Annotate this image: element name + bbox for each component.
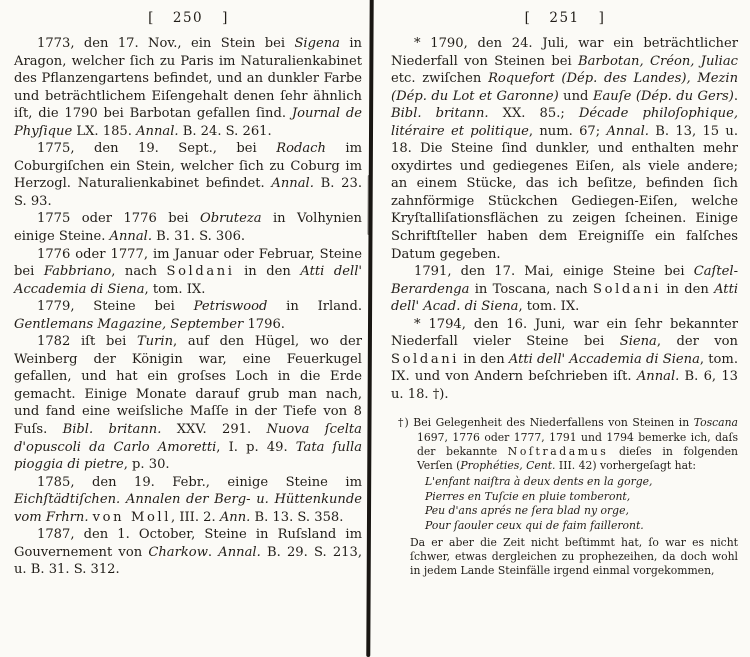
left-page bbox=[14, 10, 362, 579]
text-segment: Bibl. britann. bbox=[391, 106, 489, 122]
text-segment: †) Bei Gelegenheit des Niederfallens von Steinen in bbox=[398, 416, 694, 430]
text-segment: 1787, den 1. October, Steine in Ruſsland im Gouvernement von bbox=[14, 527, 362, 560]
entry-1775-obruteza bbox=[14, 210, 362, 245]
text-segment: Rodach bbox=[276, 141, 326, 157]
nostradamus-verse bbox=[425, 475, 738, 533]
text-segment: Ann. bbox=[219, 509, 251, 525]
text-segment: Annal. bbox=[136, 123, 179, 139]
text-segment: Noſtradamus bbox=[507, 444, 609, 458]
text-segment: in den bbox=[459, 351, 509, 367]
text-segment: in Irland. bbox=[267, 299, 363, 315]
text-segment: Atti dell' Accademia di Siena bbox=[14, 264, 362, 297]
text-segment: Fabbriano bbox=[43, 264, 112, 280]
entry-1782-turin bbox=[14, 333, 362, 473]
entry-1779-petriswood bbox=[14, 298, 362, 333]
text-segment: B. 29. S. 213, u. B. 31. S. 312. bbox=[14, 544, 363, 578]
text-segment: Annal. bbox=[218, 544, 261, 560]
text-segment: , I. p. 49. bbox=[216, 439, 296, 455]
text-segment: B. 13, 15 u. 18. Die Steine ſind dunkler, und enthalten mehr oxydirtes und gediegenes Eiſen, als viele andere; an einem Stücke, das ich beſitze, befinden ſich zahnförmige Stückchen Gediegen-Eiſen, welche Kryſtalliſationsflächen zu zeigen ſcheinen. Einige Schriftſteller haben dem Ereigniſſe ein falſches Datum gegeben. bbox=[391, 123, 738, 262]
text-segment: Décade philoſophique, litéraire et politique bbox=[391, 106, 738, 139]
text-segment: 1775, den 19. Sept., bei bbox=[37, 141, 277, 157]
text-segment: Roquefort (Dép. des Landes), Mezin (Dép. du Lot et Garonne) bbox=[391, 71, 739, 104]
text-segment: in den bbox=[661, 281, 715, 297]
text-segment: , der von bbox=[656, 334, 738, 350]
text-segment: Annal. bbox=[606, 123, 649, 139]
text-segment: Prophéties, Cent. bbox=[460, 459, 556, 473]
text-segment: 1697, 1776 oder 1777, 1791 und 1794 bemerke ich, daſs der bekannte bbox=[417, 430, 738, 458]
text-segment: Atti dell' Acad. di Siena bbox=[391, 281, 739, 315]
text-segment: im Coburgiſchen ein Stein, welcher ſich zu Coburg im Herzogl. Naturalienkabinet befindet. bbox=[14, 141, 362, 192]
verse-line-2: Pierres en Tuſcie en pluie tomberont, bbox=[425, 489, 631, 503]
entry-1794-siena bbox=[391, 316, 738, 404]
text-segment: Charkow bbox=[148, 544, 208, 560]
text-segment: etc. zwiſchen bbox=[391, 71, 489, 87]
text-segment: Atti dell' Accademia di Siena bbox=[508, 351, 700, 367]
text-segment: in Aragon, welcher ſich zu Paris im Naturalienkabinet des Pflanzengartens befindet, und an dunkler Farbe und beträchtlichem Eiſengehalt denen ſehr ähnlich iſt, die 1790 bei Barbotan gefallen ſind. bbox=[14, 36, 362, 122]
text-segment: Petriswood bbox=[193, 299, 268, 315]
text-segment: , III. 2. bbox=[171, 509, 220, 525]
text-segment: 1791, den 17. Mai, einige Steine bei bbox=[414, 264, 694, 280]
text-segment: B. 31. S. 306. bbox=[152, 229, 246, 245]
entry-1775-rodach bbox=[14, 140, 362, 210]
text-segment: 1796. bbox=[243, 316, 285, 332]
text-segment: Tata ſulla pioggia di pietre bbox=[14, 439, 363, 473]
text-segment: . bbox=[207, 544, 219, 560]
page-number-251: 251 bbox=[549, 10, 580, 26]
text-segment: Soldani bbox=[391, 351, 460, 367]
text-segment: Soldani bbox=[593, 281, 662, 297]
text-segment: 1776 oder 1777, im Januar oder Februar, Steine bei bbox=[14, 246, 362, 280]
text-segment: 1779, Steine bei bbox=[37, 299, 194, 315]
page-gutter-line bbox=[366, 0, 373, 657]
text-segment: , p. 30. bbox=[123, 457, 170, 473]
text-segment: Turin bbox=[136, 334, 173, 350]
text-segment: III. 42) vorhergeſagt hat: bbox=[555, 459, 697, 473]
text-segment: Annal. bbox=[271, 176, 314, 192]
text-segment: B. 24. S. 261. bbox=[178, 123, 272, 139]
text-segment: Nuova ſcelta d'opuscoli da Carlo Amoretti bbox=[14, 422, 362, 455]
verse-line-1: L'enfant naiſtra à deux dents en la gorge, bbox=[425, 475, 653, 489]
text-segment: Bibl. britann. bbox=[62, 422, 162, 438]
text-segment: , nach bbox=[111, 264, 167, 280]
footnote-intro bbox=[398, 416, 738, 473]
text-segment: Journal de Phyſique bbox=[14, 106, 363, 139]
text-segment: * 1794, den 16. Juni, war ein ſehr bekannter Niederfall vieler Steine bei bbox=[391, 316, 738, 350]
text-segment: 1782 iſt bei bbox=[37, 334, 137, 350]
text-segment: Barbotan, Créon, Juliac bbox=[577, 53, 738, 69]
verse-line-4: Pour ſaouler ceux qui de faim failleront. bbox=[425, 519, 644, 533]
page-number-250: 250 bbox=[172, 10, 204, 26]
verse-line-3: Peu d'ans aprés ne ſera blad ny orge, bbox=[425, 504, 629, 518]
text-segment: Annal. bbox=[109, 229, 153, 245]
page-header-250 bbox=[14, 10, 362, 26]
text-segment: Eauſe (Dép. du Gers) bbox=[592, 88, 734, 104]
text-segment: , tom. IX. bbox=[518, 299, 580, 315]
text-segment: , tom. IX. und von Andern beſchrieben iſt. bbox=[391, 351, 738, 385]
bracket-close: ] bbox=[222, 10, 228, 26]
text-segment: LX. 185. bbox=[72, 123, 137, 139]
text-segment: XXV. 291. bbox=[161, 422, 267, 438]
text-segment: , auf den Hügel, wo der Weinberg der Königin war, eine Feuerkugel gefallen, und hat ein groſses Loch in die Erde gemacht. Einige Monate darauf grub man nach, und fand eine weiſsliche Maſſe in der Tiefe von 8 Fuſs. bbox=[14, 334, 362, 438]
text-segment: Gentlemans Magazine, September bbox=[14, 316, 244, 332]
text-segment: 1775 oder 1776 bei bbox=[37, 211, 200, 227]
footnote-nostradamus bbox=[391, 416, 738, 578]
text-segment: B. 23. S. 93. bbox=[14, 176, 362, 209]
text-segment: Da er aber die Zeit nicht beſtimmt hat, ſo war es nicht ſchwer, etwas dergleichen zu prophezeihen, da doch wohl in jedem Lande Steinfälle irgend einmal vorgekommen, bbox=[410, 535, 738, 578]
text-segment: Sigena bbox=[294, 36, 340, 51]
text-segment: von Moll bbox=[92, 509, 172, 525]
text-segment: . bbox=[733, 88, 738, 104]
text-segment: und bbox=[558, 88, 593, 104]
footnote-outro bbox=[398, 536, 738, 579]
bracket-close: ] bbox=[598, 10, 605, 26]
text-segment: Toscana bbox=[693, 416, 738, 430]
text-segment: Siena bbox=[619, 334, 657, 350]
text-segment: , tom. IX. bbox=[144, 281, 206, 297]
text-segment: dieſes in folgenden Verſen ( bbox=[417, 444, 738, 473]
entry-1791-castel-berardenga bbox=[391, 263, 738, 316]
text-segment: * 1790, den 24. Juli, war ein beträchtlicher Niederfall von Steinen bei bbox=[391, 36, 738, 69]
entry-1790-barbotan bbox=[391, 35, 738, 263]
text-segment: in Volhynien einige Steine. bbox=[14, 211, 362, 245]
entry-1773-sigena bbox=[14, 35, 362, 140]
text-segment: B. 13. S. 358. bbox=[250, 509, 344, 525]
entry-1785-eichstaedt bbox=[14, 474, 362, 527]
text-segment: 1773, den 17. Nov., ein Stein bei bbox=[37, 36, 295, 51]
text-segment: Caſtel-Berardenga bbox=[391, 264, 738, 297]
text-segment: in Toscana, nach bbox=[469, 281, 594, 297]
text-segment: 1785, den 19. Febr., einige Steine im bbox=[37, 474, 362, 490]
entry-1776-fabbriano bbox=[14, 246, 362, 299]
right-page bbox=[391, 10, 738, 578]
bracket-open: [ bbox=[524, 10, 531, 26]
bracket-open: [ bbox=[148, 10, 154, 26]
text-segment: B. 6, 13 u. 18. †). bbox=[391, 369, 738, 402]
text-segment: Annal. bbox=[636, 369, 680, 385]
text-segment: , num. 67; bbox=[528, 123, 607, 139]
page-header-251 bbox=[391, 10, 738, 26]
entry-1787-charkow bbox=[14, 526, 362, 579]
text-segment: Eichſtädtiſchen. Annalen der Berg- u. Hüttenkunde vom Frhrn. bbox=[14, 492, 362, 525]
text-segment: XX. 85.; bbox=[488, 106, 579, 122]
text-segment: in den bbox=[234, 264, 301, 280]
text-segment: Soldani bbox=[166, 264, 235, 280]
text-segment: Obruteza bbox=[200, 211, 262, 227]
